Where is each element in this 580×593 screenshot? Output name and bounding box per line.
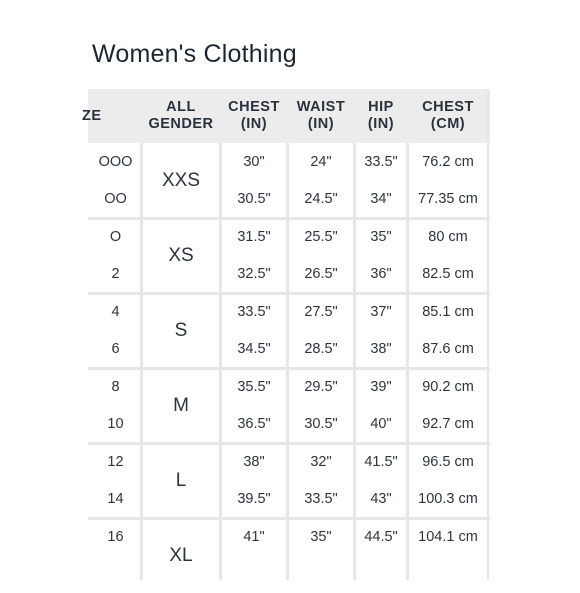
- table-cell-chest-in: 36.5": [237, 416, 271, 433]
- table-cell-hip-in: 39": [370, 378, 392, 395]
- table-cell-waist-in: 27.5": [304, 303, 338, 320]
- table-cell-waist-in: 29.5": [304, 378, 338, 395]
- table-cell-hip-in: 44.5": [364, 528, 398, 545]
- table-cell-chest-cm: 80 cm: [428, 228, 468, 245]
- table-cell-hip-in: 33.5": [364, 153, 398, 170]
- table-cell-size: 14: [107, 491, 124, 508]
- table-cell-hip-in: 40": [370, 416, 392, 433]
- size-group-label: XL: [169, 544, 193, 566]
- table-cell-waist-in: 30.5": [304, 416, 338, 433]
- table-cell-chest-in: 32.5": [237, 266, 271, 283]
- table-cell-size: 10: [107, 416, 124, 433]
- size-group-label: L: [175, 469, 187, 491]
- table-cell-chest-cm: 92.7 cm: [422, 416, 474, 433]
- table-cell-size: O: [109, 228, 122, 245]
- table-cell-size: 16: [107, 528, 124, 545]
- table-cell-size: 6: [111, 341, 120, 358]
- table-cell-waist-in: 26.5": [304, 266, 338, 283]
- table-cell-size: OOO: [98, 153, 133, 170]
- table-cell-chest-cm: 82.5 cm: [422, 266, 474, 283]
- size-group-label: XS: [168, 244, 194, 266]
- table-cell-chest-in: 35.5": [237, 378, 271, 395]
- size-group-label: XXS: [161, 169, 201, 191]
- header-all-gender: ALL GENDER: [148, 99, 214, 132]
- table-cell-waist-in: 24.5": [304, 191, 338, 208]
- table-cell-chest-cm: 96.5 cm: [422, 453, 474, 470]
- table-right-border: [487, 89, 489, 580]
- table-cell-chest-in: 41": [243, 528, 265, 545]
- table-cell-chest-cm: 85.1 cm: [422, 303, 474, 320]
- table-cell-hip-in: 37": [370, 303, 392, 320]
- header-chest-cm: CHEST (CM): [422, 99, 474, 132]
- table-cell-waist-in: 25.5": [304, 228, 338, 245]
- table-cell-hip-in: 35": [370, 228, 392, 245]
- table-cell-chest-cm: 104.1 cm: [418, 528, 478, 545]
- table-cell-chest-in: 30.5": [237, 191, 271, 208]
- size-group-label: M: [173, 394, 189, 416]
- table-cell-size: OO: [104, 191, 127, 208]
- table-cell-waist-in: 28.5": [304, 341, 338, 358]
- table-cell-chest-cm: 77.35 cm: [418, 191, 478, 208]
- table-cell-chest-in: 31.5": [237, 228, 271, 245]
- table-cell-size: 2: [111, 266, 120, 283]
- size-chart-grid: [82, 89, 490, 580]
- header-hip-in: HIP (IN): [367, 99, 395, 132]
- page-title: Women's Clothing: [92, 40, 297, 68]
- table-cell-size: 8: [111, 378, 120, 395]
- size-chart-table: [82, 89, 490, 580]
- table-cell-chest-cm: 100.3 cm: [418, 491, 478, 508]
- table-cell-hip-in: 36": [370, 266, 392, 283]
- header-chest-in: CHEST (IN): [228, 99, 280, 132]
- header-size: ZE: [82, 107, 102, 124]
- header-waist-in: WAIST (IN): [296, 99, 346, 132]
- table-cell-chest-in: 38": [243, 453, 265, 470]
- table-cell-waist-in: 35": [310, 528, 332, 545]
- table-cell-chest-in: 34.5": [237, 341, 271, 358]
- table-cell-chest-cm: 90.2 cm: [422, 378, 474, 395]
- table-cell-waist-in: 33.5": [304, 491, 338, 508]
- table-cell-waist-in: 24": [310, 153, 332, 170]
- table-cell-hip-in: 41.5": [364, 453, 398, 470]
- table-cell-chest-in: 30": [243, 153, 265, 170]
- table-cell-waist-in: 32": [310, 453, 332, 470]
- table-cell-hip-in: 43": [370, 491, 392, 508]
- table-cell-chest-cm: 87.6 cm: [422, 341, 474, 358]
- table-cell-chest-cm: 76.2 cm: [422, 153, 474, 170]
- table-cell-size: 4: [111, 303, 120, 320]
- table-cell-chest-in: 33.5": [237, 303, 271, 320]
- table-cell-size: 12: [107, 453, 124, 470]
- size-group-label: S: [174, 319, 188, 341]
- table-cell-hip-in: 38": [370, 341, 392, 358]
- table-cell-chest-in: 39.5": [237, 491, 271, 508]
- table-cell-hip-in: 34": [370, 191, 392, 208]
